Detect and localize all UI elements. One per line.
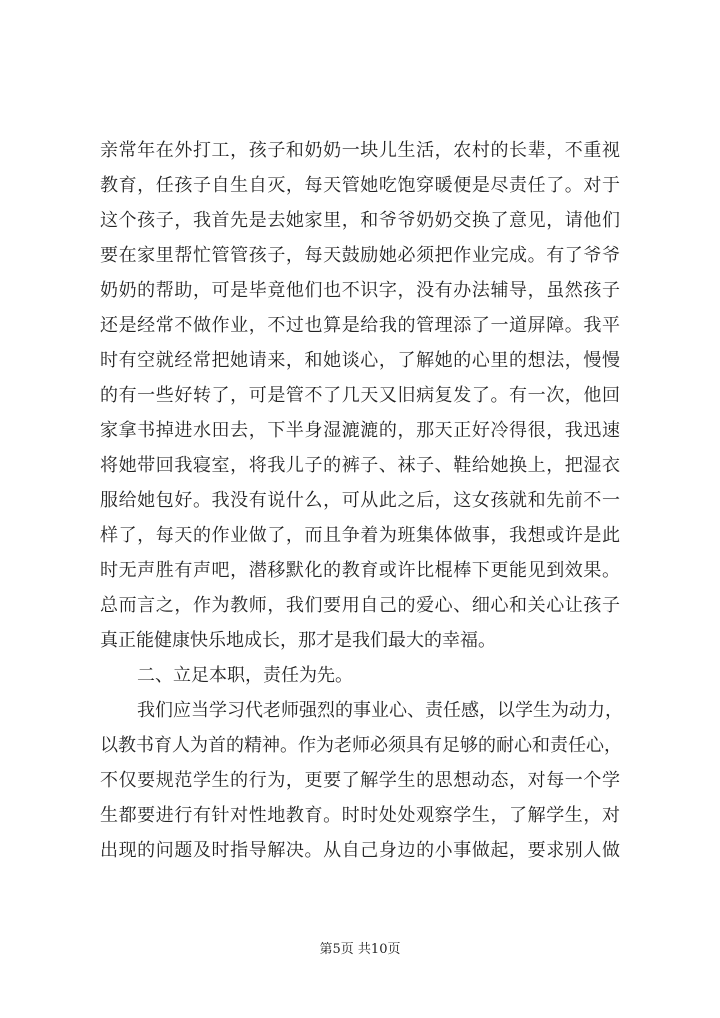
text-line: 不仅要规范学生的行为，更要了解学生的思想动态，对每一个学 bbox=[100, 770, 620, 791]
text-line: 时有空就经常把她请来，和她谈心，了解她的心里的想法，慢慢 bbox=[100, 350, 620, 371]
text-line: 还是经常不做作业，不过也算是给我的管理添了一道屏障。我平 bbox=[100, 315, 620, 336]
text-line: 的有一些好转了，可是管不了几天又旧病复发了。有一次，他回 bbox=[100, 385, 620, 406]
text-line: 服给她包好。我没有说什么，可从此之后，这女孩就和先前不一 bbox=[100, 490, 620, 511]
text-line: 家拿书掉进水田去，下半身湿漉漉的，那天正好冷得很，我迅速 bbox=[100, 420, 620, 441]
text-line: 奶奶的帮助，可是毕竟他们也不识字，没有办法辅导，虽然孩子 bbox=[100, 280, 620, 301]
text-line: 样了，每天的作业做了，而且争着为班集体做事，我想或许是此 bbox=[100, 525, 620, 546]
text-line: 时无声胜有声吧，潜移默化的教育或许比棍棒下更能见到效果。 bbox=[100, 560, 620, 581]
section-heading: 二、立足本职，责任为先。 bbox=[137, 665, 353, 686]
text-line: 将她带回我寝室，将我儿子的裤子、袜子、鞋给她换上，把湿衣 bbox=[100, 455, 620, 476]
text-line: 这个孩子，我首先是去她家里，和爷爷奶奶交换了意见，请他们 bbox=[100, 210, 620, 231]
text-line: 总而言之，作为教师，我们要用自己的爱心、细心和关心让孩子 bbox=[100, 595, 620, 616]
text-line: 亲常年在外打工，孩子和奶奶一块儿生活，农村的长辈，不重视 bbox=[100, 140, 620, 161]
text-line: 真正能健康快乐地成长，那才是我们最大的幸福。 bbox=[100, 630, 496, 651]
text-line: 以教书育人为首的精神。作为老师必须具有足够的耐心和责任心， bbox=[100, 735, 622, 756]
text-line: 教育，任孩子自生自灭，每天管她吃饱穿暖便是尽责任了。对于 bbox=[100, 175, 620, 196]
text-line: 我们应当学习代老师强烈的事业心、责任感，以学生为动力， bbox=[137, 700, 623, 721]
text-line: 出现的问题及时指导解决。从自己身边的小事做起，要求别人做 bbox=[100, 840, 620, 861]
text-line: 生都要进行有针对性地教育。时时处处观察学生，了解学生，对 bbox=[100, 805, 620, 826]
text-line: 要在家里帮忙管管孩子，每天鼓励她必须把作业完成。有了爷爷 bbox=[100, 245, 620, 266]
page-number-footer: 第5页 共10页 bbox=[319, 942, 401, 957]
document-body bbox=[100, 133, 623, 868]
